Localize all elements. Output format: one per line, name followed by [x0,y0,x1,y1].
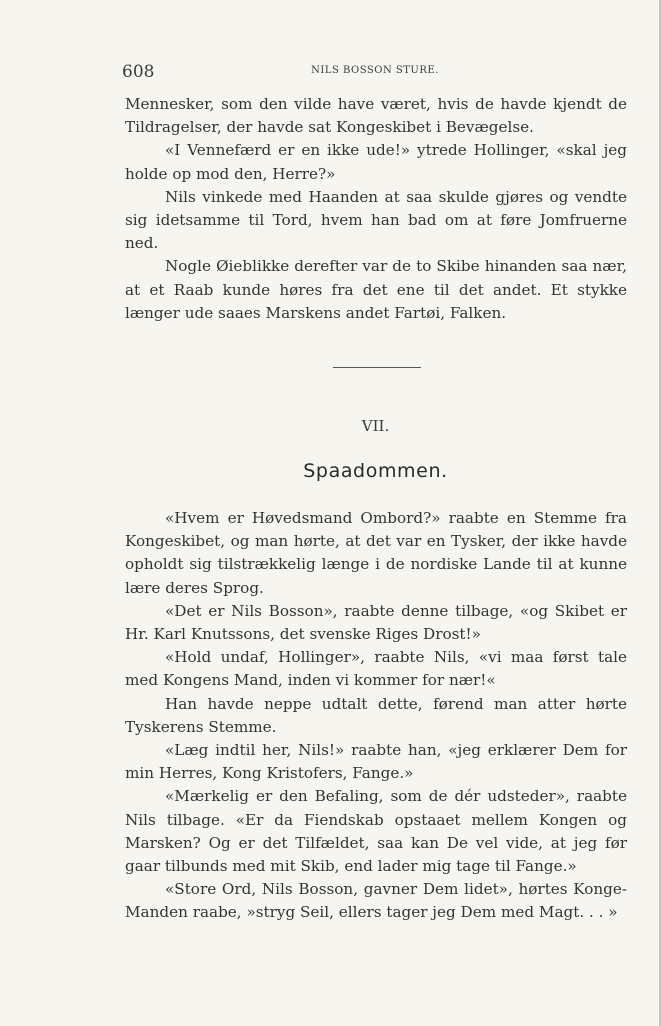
paragraph: Nogle Øieblikke derefter var de to Skibe hinanden saa nær, at et Raab kunde høres fra det ene til det andet. Et stykke længer ude saaes Marskens andet Fartøi, Falken. [125,257,627,322]
section-divider [333,367,421,368]
page-header [122,62,628,84]
paragraph: «Store Ord, Nils Bosson, gavner Dem lidet», hørtes Konge-Manden raabe, »stryg Seil, ellers tager jeg Dem med Magt. . . » [125,880,627,922]
page-number: 608 [122,62,155,82]
text-block-chapter [125,507,627,925]
text-block-top [125,93,627,325]
paragraph: «Mærkelig er den Befaling, som de dér udsteder», raabte Nils tilbage. «Er da Fiendskab opstaaet mellem Kongen og Marsken? Og er det Tilfældet, saa kan De vel vide, at jeg før gaar tilbunds med mit Skib, end lader mig tage til Fange.» [125,787,627,876]
chapter-number: VII. [361,417,390,435]
chapter-title: Spaadommen. [303,460,448,482]
paragraph: Mennesker, som den vilde have været, hvis de havde kjendt de Tildragelser, der havde sat Kongeskibet i Bevægelse. [125,95,627,137]
paragraph: «I Vennefærd er en ikke ude!» ytrede Hollinger, «skal jeg holde op mod den, Herre?» [125,141,627,183]
paragraph: Nils vinkede med Haanden at saa skulde gjøres og vendte sig idetsamme til Tord, hvem han bad om at føre Jomfruerne ned. [125,187,627,253]
paragraph: «Hold undaf, Hollinger», raabte Nils, «vi maa først tale med Kongens Mand, inden vi kommer for nær!« [125,648,627,690]
paragraph: «Det er Nils Bosson», raabte denne tilbage, «og Skibet er Hr. Karl Knutssons, det svenske Riges Drost!» [125,601,627,644]
paragraph: «Læg indtil her, Nils!» raabte han, «jeg erklærer Dem for min Herres, Kong Kristofers, Fange.» [125,741,627,783]
running-head: NILS BOSSON STURE. [311,65,439,76]
paragraph: «Hvem er Høvedsmand Ombord?» raabte en Stemme fra Kongeskibet, og man hørte, at det var en Tysker, der ikke havde opholdt sig tilstrækkelig længe i de nordiske Lande til at kunne lære deres Sprog. [125,509,627,597]
paragraph: Han havde neppe udtalt dette, førend man atter hørte Tyskerens Stemme. [125,694,627,736]
